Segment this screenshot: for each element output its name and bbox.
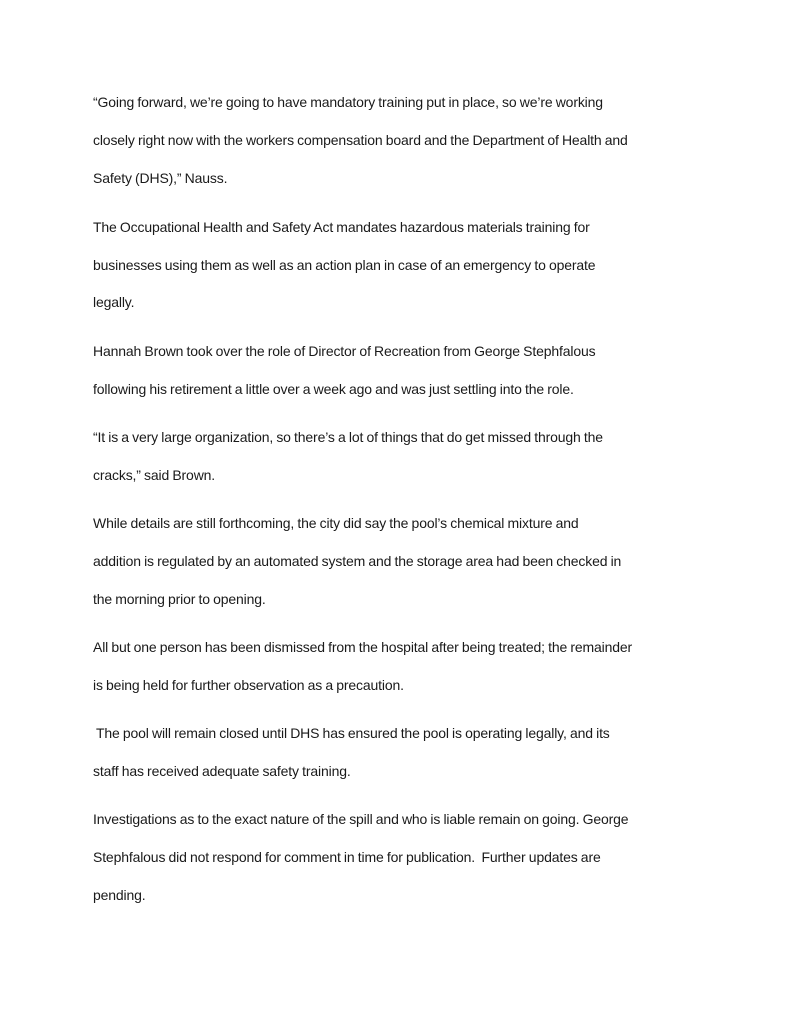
text-line: following his retirement a little over a week ago and was just settling into the role. [93, 381, 574, 397]
text-line: legally. [93, 294, 135, 310]
text-line: Stephfalous did not respond for comment in time for publication. Further updates are [93, 849, 601, 865]
text-line: businesses using them as well as an action plan in case of an emergency to operate [93, 257, 596, 273]
text-line: the morning prior to opening. [93, 591, 266, 607]
text-line: addition is regulated by an automated system and the storage area had been checked in [93, 553, 622, 569]
text-line: The pool will remain closed until DHS has ensured the pool is operating legally, and its [93, 725, 610, 741]
text-line: pending. [93, 887, 146, 903]
text-line: All but one person has been dismissed from the hospital after being treated; the remainder [93, 639, 633, 655]
text-line: Safety (DHS),” Nauss. [93, 170, 228, 186]
text-line: staff has received adequate safety training. [93, 763, 351, 779]
text-line: While details are still forthcoming, the city did say the pool’s chemical mixture and [93, 515, 579, 531]
text-line: Hannah Brown took over the role of Director of Recreation from George Stephfalous [93, 343, 596, 359]
text-line: cracks,” said Brown. [93, 467, 216, 483]
text-line: is being held for further observation as a precaution. [93, 677, 404, 693]
text-line: “It is a very large organization, so there’s a lot of things that do get missed through the [93, 429, 603, 445]
text-line: Investigations as to the exact nature of the spill and who is liable remain on going. George [93, 811, 629, 827]
text-line: closely right now with the workers compensation board and the Department of Health and [93, 132, 628, 148]
text-line: “Going forward, we’re going to have mandatory training put in place, so we’re working [93, 94, 603, 110]
text-line: The Occupational Health and Safety Act mandates hazardous materials training for [93, 219, 590, 235]
